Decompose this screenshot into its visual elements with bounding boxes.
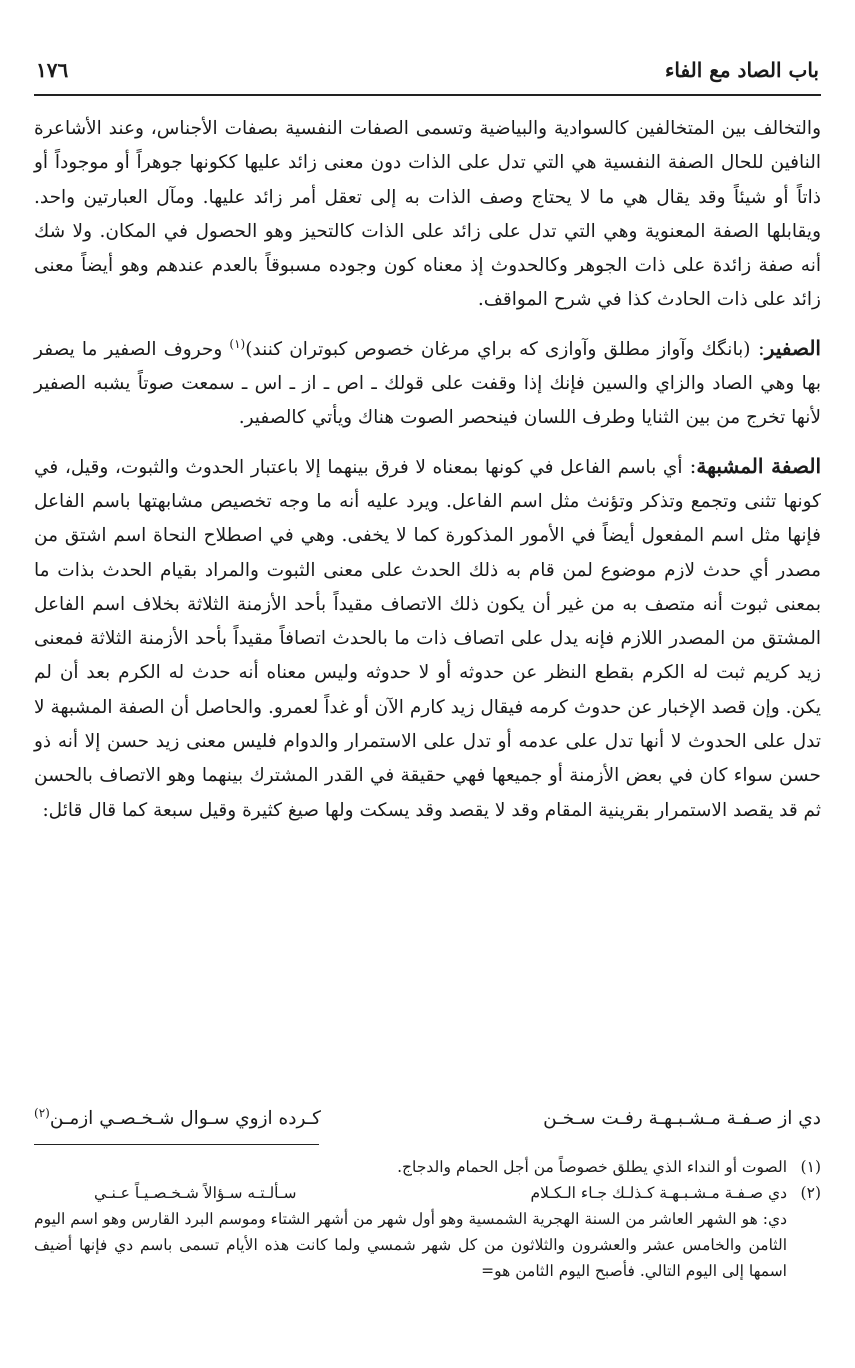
- footnote-def-term: دي :: [758, 1210, 787, 1228]
- persian-gloss: (بانگك وآواز مطلق وآوازى كه براي مرغان خصوص كبوتران كنند): [245, 338, 751, 360]
- verse-second-hemistich: كـرده ازوي سـوال شـخـصـي ازمـن$^{(٢)}$: [34, 1105, 321, 1129]
- footnote-2: [34, 1180, 821, 1206]
- entry-text-sifa-mushabbaha: أي باسم الفاعل في كونها بمعناه لا فرق بينهما إلا باعتبار الحدوث والثبوت، وقيل، في كونها تثنى وتجمع وتذكر وتؤنث مثل اسم الفاعل. ويرد عليه أنه ما وجه تخصيص مشابهتها باسم الفاعل فإنها مثل اسم المفعول أيضاً في الأمور المذكورة كما لا يخفى. وهي في اصطلاح النحاة اسم اشتق من مصدر أي حدث لازم موضوع لمن قام به ذلك الحدث على معنى الثبوت والمراد بقيام الحدث بذات ما بمعنى ثبوت أنه متصف به من غير أن يكون ذلك الاتصاف مقيداً بأحد الأزمنة الثلاثة بخلاف اسم الفاعل المشتق من المصدر اللازم فإنه يدل على اتصاف ذات ما بالحدث اتصافاً مقيداً بأحد الأزمنة الثلاثة فمعنى زيد كريم ثبت له الكرم بقطع النظر عن حدوثه أو لا حدوثه وليس معناه أنه حدث له الكرم بعد أن لم يكن. وإن قصد الإخبار عن حدوث كرمه فيقال زيد كارم الآن أو غداً لعمرو. والحاصل أن الصفة المشبهة لا تدل على الحدوث لا أنها تدل على عدمه أو تدل على الاستمرار والدوام فليس معنى زيد حسن إلا أنه ذو حسن سواء كان في بعض الأزمنة أو جميعها فهي حقيقة في القدر المشترك بينهما وهو الاتصاف بالحسن ثم قد يقصد الاستمرار بقرينية المقام وقد لا يقصد وقد يسكت ولها صيغ كثيرة وقيل سبعة كما قال قائل:: [34, 456, 821, 821]
- footnote-def-text: هو الشهر العاشر من السنة الهجرية الشمسية وهو أول شهر من أشهر الشتاء وموسم البرد القارس وهو اسم اليوم الثامن والخامس عشر والعشرون والثلاثون من كل شهر شمسي ولما كانت هذه الأيام تسمى باسم دي فإنها أضيف اسمها إلى اليوم التالي. فأصبح اليوم الثامن هو=: [34, 1210, 787, 1280]
- footnote-ref-1[interactable]: (١): [229, 336, 246, 351]
- entry-term-sifa-mushabbaha: الصفة المشبهة :: [683, 454, 822, 478]
- entry-sifa-mushabbaha: [34, 449, 821, 828]
- main-text: [34, 112, 821, 828]
- header-rule: [34, 94, 821, 96]
- persian-verse: [34, 1105, 821, 1129]
- footnote-verse-a: دي صـفـة مـشـبـهـة كـذلـك جـاء الـكـلام: [530, 1184, 787, 1202]
- page-number: ١٧٦: [36, 58, 69, 82]
- footnote-ref-2[interactable]: (٢): [34, 1105, 50, 1120]
- footnotes: [34, 1154, 821, 1284]
- footnote-number: (٢): [800, 1184, 821, 1202]
- entry-term-safir: الصفير :: [750, 336, 821, 360]
- footnote-verse-translation: [34, 1180, 787, 1206]
- verse-first-hemistich: دي از صـفـة مـشـبـهـة رفـت سـخـن: [543, 1108, 821, 1129]
- page-header: [36, 50, 819, 90]
- footnote-definition: [34, 1206, 821, 1284]
- entry-text-safir: وحروف الصفير ما يصفر بها وهي الصاد والزاي والسين فإنك إذا وقفت على قولك ـ اص ـ از ـ اس ـ سمعت صوتاً يشبه الصفير لأنها تخرج من بين الثنايا وطرف اللسان فينحصر الصوت هناك ويأتي كالصفير.: [34, 338, 821, 429]
- paragraph-sifat-nafsiya: والتخالف بين المتخالفين كالسوادية والبياضية وتسمى الصفات النفسية بصفات الأجناس، وعند الأشاعرة النافين للحال الصفة النفسية هي التي تدل على الذات دون معنى زائد عليها ككونها جوهراً أو موجوداً أو ذاتاً أو شيئاً وقد يقال هي ما لا يحتاج وصف الذات به إلى تعقل أمر زائد عليها. ومآل العبارتين واحد. ويقابلها الصفة المعنوية وهي التي تدل على زائد على الذات كالتحيز وهو الحصول في المكان. ولا شك أنه صفة زائدة على ذات الجوهر وكالحدوث إذ معناه كون وجوده مسبوقاً بالعدم عندهم وهو أيضاً معنى زائد على ذات الحادث كذا في شرح المواقف.: [34, 118, 821, 311]
- entry-safir: [34, 331, 821, 436]
- footnote-verse-b: سـألـتـه سـؤالاً شـخـصـيـاً عـنـي: [94, 1184, 297, 1202]
- footnote-rule: [34, 1144, 319, 1145]
- footnote-number: (١): [800, 1158, 821, 1176]
- chapter-title: باب الصاد مع الفاء: [665, 58, 819, 82]
- footnote-1: [34, 1154, 821, 1180]
- footnote-text: الصوت أو النداء الذي يطلق خصوصاً من أجل الحمام والدجاج.: [397, 1158, 787, 1176]
